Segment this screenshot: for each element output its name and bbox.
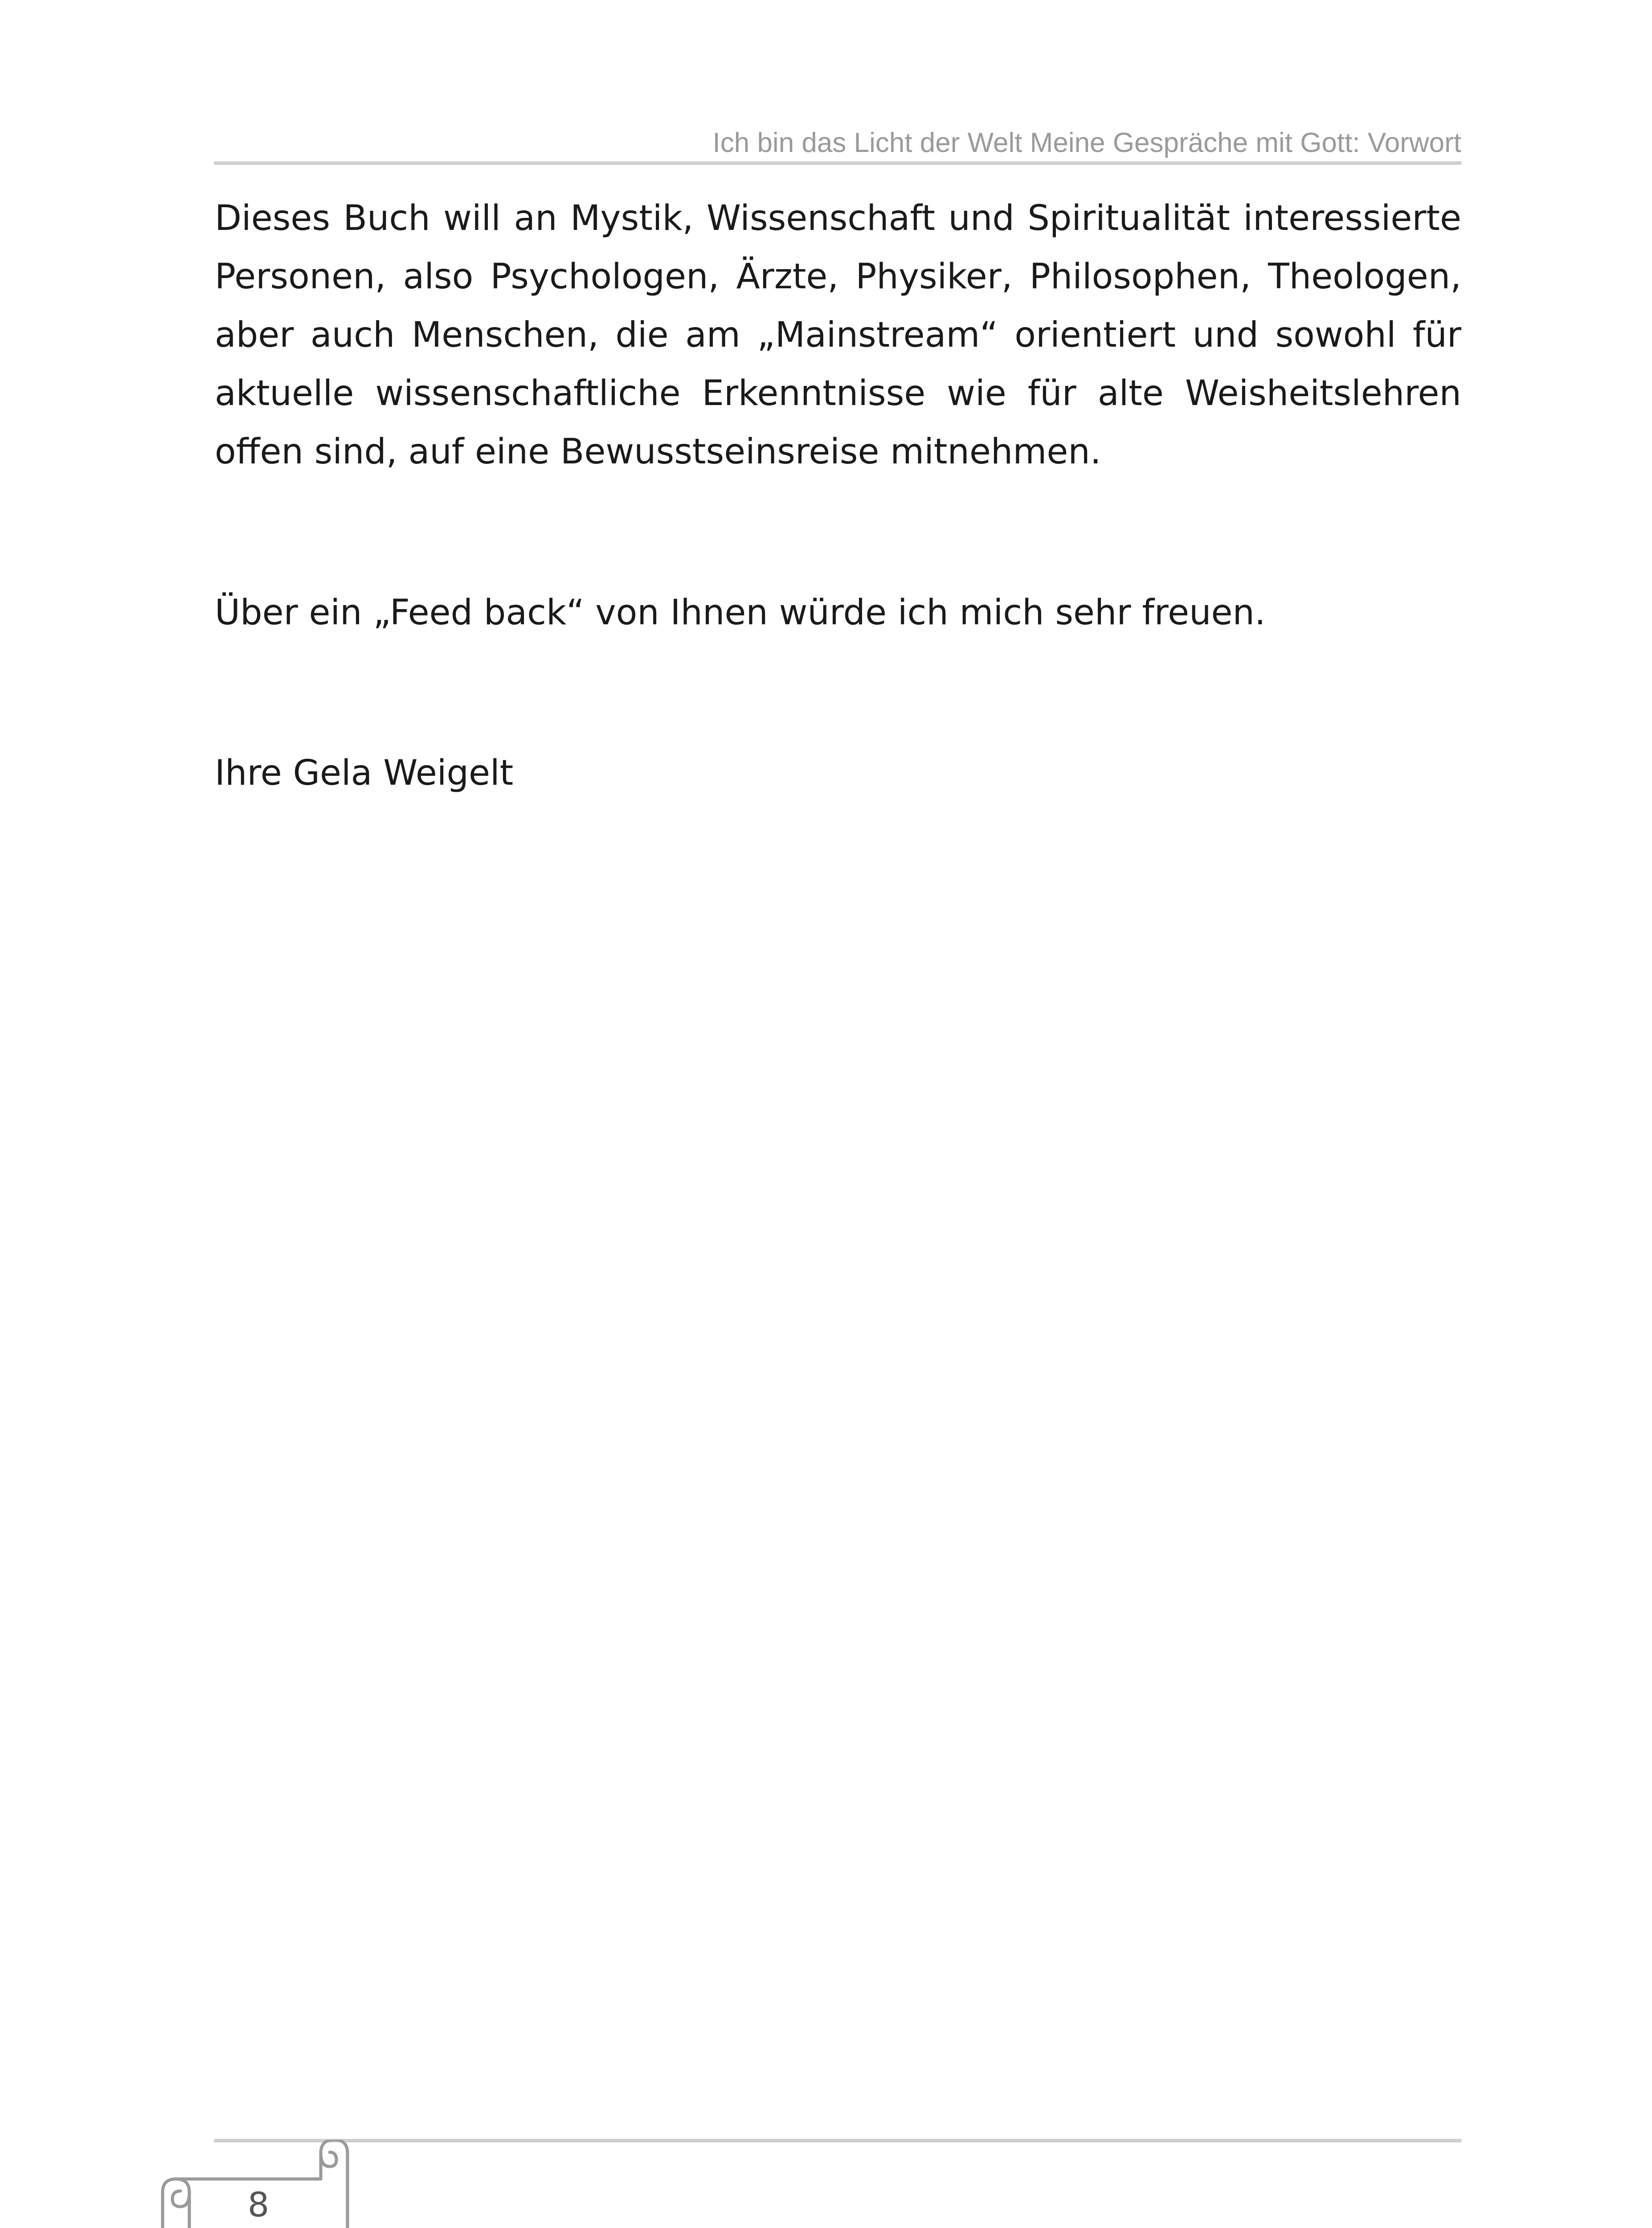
signature: Ihre Gela Weigelt [215, 753, 514, 793]
footer-rule [214, 2139, 1461, 2142]
body-paragraph: Dieses Buch will an Mystik, Wissenschaft und Spiritualität interessierte Personen, also Psychologen, Ärzte, Physiker, Philosophen, Theologen, aber auch Menschen, die am „Mainstream“ orientiert und sowohl für aktuelle wissenschaftliche Erkenntnisse wie für alte Weisheitslehren offen sind, auf eine Bewusstseinsreise mitnehmen. [215, 198, 1461, 472]
header-rule [214, 161, 1461, 165]
page-number: 8 [247, 2185, 270, 2224]
running-header: Ich bin das Licht der Welt Meine Gespräche mit Gott: Vorwort [712, 127, 1461, 158]
feedback-paragraph: Über ein „Feed back“ von Ihnen würde ich mich sehr freuen. [215, 593, 1266, 633]
